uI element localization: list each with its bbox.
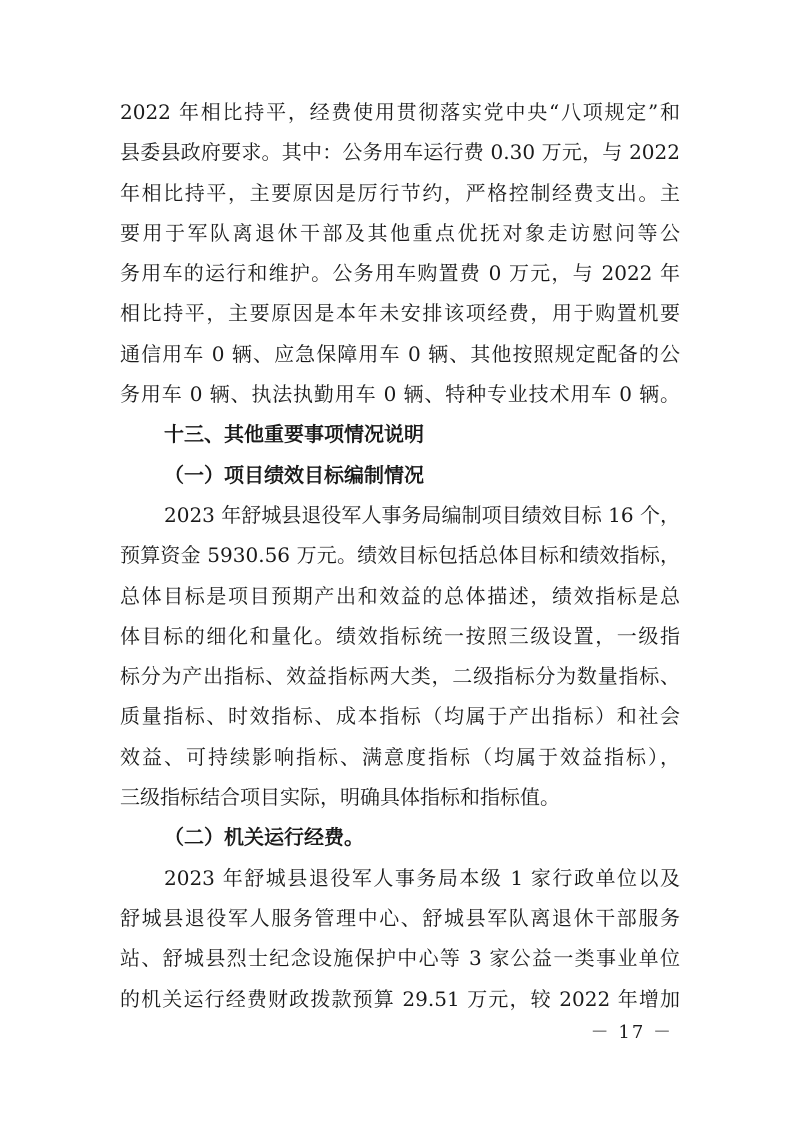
text-line: 2023 年舒城县退役军人事务局编制项目绩效目标 16 个，: [164, 502, 680, 527]
subsection-heading: （二）机关运行经费。: [164, 825, 364, 850]
text-line: 2022 年相比持平，经费使用贯彻落实党中央“八项规定”和: [120, 100, 680, 124]
text-line: 要用于军队离退休干部及其他重点优抚对象走访慰问等公: [120, 220, 680, 245]
text-line: 三级指标结合项目实际，明确具体指标和指标值。: [120, 785, 560, 810]
text-line: 相比持平，主要原因是本年未安排该项经费，用于购置机要: [120, 301, 680, 326]
text-line: 务用车 0 辆、执法执勤用车 0 辆、特种专业技术用车 0 辆。: [120, 382, 680, 407]
subsection-heading: （一）项目绩效目标编制情况: [164, 462, 424, 487]
text-line: 年相比持平，主要原因是厉行节约，严格控制经费支出。主: [120, 180, 680, 205]
text-line: 务用车的运行和维护。公务用车购置费 0 万元，与 2022 年: [120, 261, 680, 286]
text-line: 标分为产出指标、效益指标两大类，二级指标分为数量指标、: [120, 664, 680, 689]
text-line: 的机关运行经费财政拨款预算 29.51 万元，较 2022 年增加: [120, 986, 680, 1011]
text-line: 2023 年舒城县退役军人事务局本级 1 家行政单位以及: [164, 865, 680, 890]
text-line: 总体目标是项目预期产出和效益的总体描述，绩效指标是总: [120, 583, 680, 608]
text-line: 效益、可持续影响指标、满意度指标（均属于效益指标），: [120, 744, 680, 769]
body-text: [120, 92, 680, 1019]
page-number: － 17 －: [590, 1022, 673, 1043]
text-line: 质量指标、时效指标、成本指标（均属于产出指标）和社会: [120, 704, 680, 729]
text-line: 舒城县退役军人服务管理中心、舒城县军队离退休干部服务: [120, 905, 680, 930]
text-line: 体目标的细化和量化。绩效指标统一按照三级设置，一级指: [120, 623, 680, 648]
text-line: 县委县政府要求。其中：公务用车运行费 0.30 万元，与 2022: [120, 140, 680, 165]
text-line: 通信用车 0 辆、应急保障用车 0 辆、其他按照规定配备的公: [120, 341, 680, 366]
section-heading: 十三、其他重要事项情况说明: [164, 422, 424, 447]
text-line: 预算资金 5930.56 万元。绩效目标包括总体目标和绩效指标，: [120, 543, 680, 568]
text-line: 站、舒城县烈士纪念设施保护中心等 3 家公益一类事业单位: [120, 946, 680, 971]
